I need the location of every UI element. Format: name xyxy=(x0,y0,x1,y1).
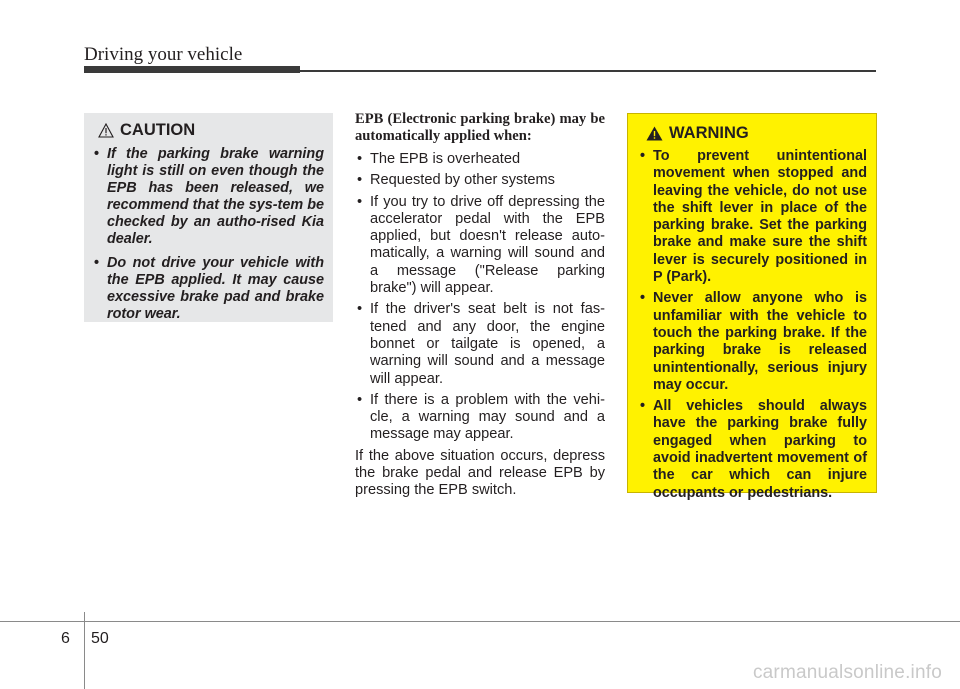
caution-box xyxy=(84,113,333,322)
epb-conditions-list xyxy=(355,151,605,444)
warning-label: WARNING xyxy=(669,124,749,142)
warning-list xyxy=(638,148,867,502)
caution-item: • Do not drive your vehicle with the EPB applied. It may cause excessive brake pad and brake rotor wear. xyxy=(92,255,324,323)
epb-release-paragraph: If the above situation occurs, depress the brake pedal and release EPB by pressing the EPB switch. xyxy=(355,447,605,499)
epb-condition-item: • If the driver's seat belt is not fas-tened and any door, the engine bonnet or tailgate is opened, a warning will sound and a message will appear. xyxy=(355,301,605,387)
footer-rule xyxy=(0,621,960,622)
footer-divider xyxy=(84,612,85,689)
warning-item: • To prevent unintentional movement when stopped and leaving the vehicle, do not use the shift lever in place of the parking brake. Set the parking brake and make sure the shift lever is securely positioned in P (Park). xyxy=(638,148,867,286)
header-rule-thin xyxy=(300,70,876,72)
epb-condition-item: • If you try to drive off depressing the accelerator pedal with the EPB applied, but doesn't release auto-matically, a warning will sound and a message ("Release parking brake") will appear. xyxy=(355,194,605,298)
caution-label: CAUTION xyxy=(120,121,196,139)
page-number: 50 xyxy=(91,630,109,647)
caution-triangle-icon xyxy=(98,123,114,138)
watermark: carmanualsonline.info xyxy=(752,662,942,683)
epb-condition-item: • Requested by other systems xyxy=(355,172,605,189)
section-number: 6 xyxy=(61,630,70,647)
caution-item: • If the parking brake warning light is still on even though the EPB has been released, we recommend that the sys-tem be checked by an autho-rised Kia dealer. xyxy=(92,146,324,248)
epb-heading: EPB (Electronic parking brake) may be automatically applied when: xyxy=(355,111,605,144)
epb-condition-item: • If there is a problem with the vehi-cle, a warning may sound and a message may appear. xyxy=(355,392,605,444)
page-header-title: Driving your vehicle xyxy=(84,44,243,65)
warning-item: • Never allow anyone who is unfamiliar with the vehicle to touch the parking brake. If the parking brake is released unintentionally, serious injury may occur. xyxy=(638,290,867,394)
caution-title xyxy=(98,121,324,140)
warning-title xyxy=(646,124,867,143)
warning-box xyxy=(627,113,877,501)
warning-item: • All vehicles should always have the parking brake fully engaged when parking to avoid inadvertent movement of the car which can injure occupants or pedestrians. xyxy=(638,398,867,502)
warning-triangle-icon xyxy=(646,126,663,141)
caution-list xyxy=(92,146,324,323)
header-rule-thick xyxy=(84,66,300,73)
epb-section xyxy=(355,111,605,500)
epb-condition-item: • The EPB is overheated xyxy=(355,151,605,168)
